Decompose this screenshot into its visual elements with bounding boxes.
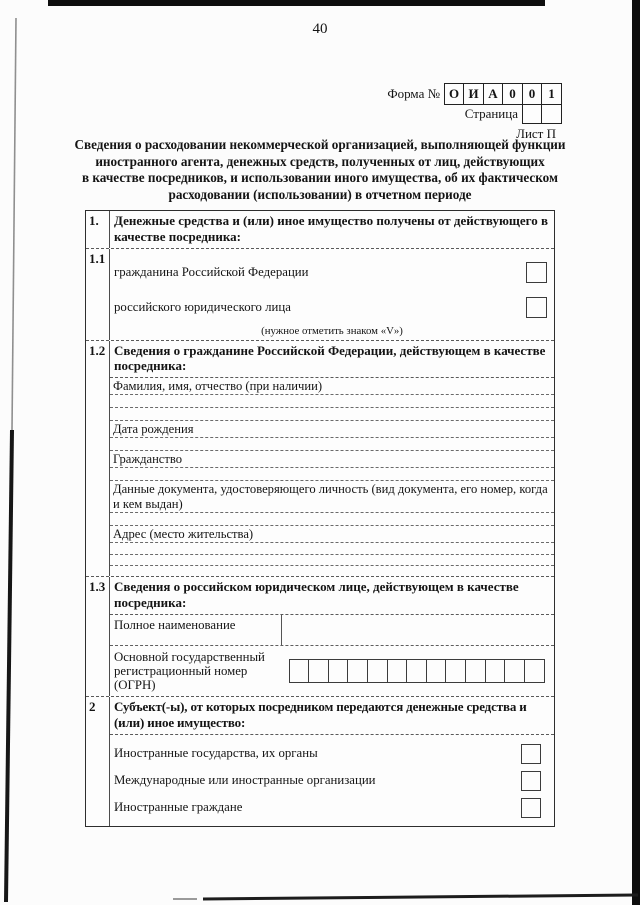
foreign-citizens-checkbox: [521, 798, 541, 818]
field-id-doc-label: Данные документа, удостоверяющего личность (вид документа, его номер, когда и кем выдан): [110, 481, 554, 513]
option-legal-label: российского юридического лица: [114, 300, 291, 315]
ogrn-digit-boxes: [290, 659, 545, 683]
mark-note: (нужное отметить знаком «V»): [261, 324, 403, 337]
write-in-line: [110, 566, 554, 576]
page-number-box: [522, 104, 543, 124]
section-1-2-header: Сведения о гражданине Российской Федерации, действующем в качестве посредника:: [110, 341, 554, 379]
section-1-2-row: [86, 341, 554, 578]
full-name-row: [110, 615, 554, 646]
section-1-1-row: [86, 249, 554, 341]
field-address-label: Адрес (место жительства): [110, 526, 554, 543]
section-number: 1.2: [86, 341, 110, 577]
scan-edge-left-bottom: [6, 430, 12, 902]
ogrn-digit-box: [308, 659, 329, 683]
write-in-line: [110, 513, 554, 526]
sheet-label: Лист П: [516, 126, 556, 141]
page-number: 40: [312, 21, 328, 37]
form-table: [85, 210, 555, 827]
form-code-box: 0: [522, 83, 543, 105]
write-in-line: [110, 543, 554, 555]
scan-edge-left-top: [12, 18, 16, 430]
section-number: 1.: [86, 211, 110, 248]
section-2-row: [86, 697, 554, 826]
form-code-box: 0: [502, 83, 523, 105]
write-in-line: [110, 468, 554, 481]
section-1-header: Денежные средства и (или) иное имущество получены от действующего в качестве посредника:: [114, 213, 548, 244]
scan-edge-top: [48, 0, 545, 6]
ogrn-digit-box: [328, 659, 349, 683]
option-legal-row: [110, 297, 554, 319]
option-foreign-citizens-row: [110, 798, 554, 818]
ogrn-digit-box: [406, 659, 427, 683]
full-name-value-cell: [282, 615, 554, 645]
form-code-box: О: [444, 83, 465, 105]
section-number: 1.1: [86, 249, 110, 340]
ogrn-digit-box: [367, 659, 388, 683]
title-line: расходовании (использовании) в отчетном периоде: [168, 186, 472, 202]
section-number: 1.3: [86, 577, 110, 696]
ogrn-digit-box: [426, 659, 447, 683]
section-2-options: [110, 744, 554, 826]
page-number-box: [541, 104, 562, 124]
ogrn-digit-box: [465, 659, 486, 683]
section-1-row: [86, 211, 554, 249]
write-in-line: [110, 408, 554, 421]
option-foreign-orgs-row: [110, 771, 554, 791]
section-number: 2: [86, 697, 110, 826]
ogrn-digit-box: [485, 659, 506, 683]
write-in-line: [110, 438, 554, 451]
ogrn-digit-box: [524, 659, 545, 683]
option-foreign-states-label: Иностранные государства, их органы: [114, 746, 318, 761]
option-foreign-citizens-label: Иностранные граждане: [114, 800, 243, 815]
field-citizenship-label: Гражданство: [110, 451, 554, 468]
option-citizen-row: [110, 262, 554, 284]
citizen-checkbox: [526, 262, 547, 283]
form-code-block: [387, 83, 562, 142]
foreign-orgs-checkbox: [521, 771, 541, 791]
ogrn-digit-box: [347, 659, 368, 683]
page-box-row: [465, 104, 562, 124]
title-line: в качестве посредников, и использовании иного имущества, об их фактическом: [81, 170, 559, 186]
field-fio-label: Фамилия, имя, отчество (при наличии): [110, 378, 554, 395]
scan-edge-bottom: [203, 895, 638, 899]
option-foreign-states-row: [110, 744, 554, 764]
form-code-box: А: [483, 83, 504, 105]
legal-entity-checkbox: [526, 297, 547, 318]
ogrn-row: [110, 646, 554, 697]
form-code-box: 1: [541, 83, 562, 105]
foreign-states-checkbox: [521, 744, 541, 764]
field-birthdate-label: Дата рождения: [110, 421, 554, 438]
scan-edge-right: [632, 0, 640, 905]
ogrn-digit-box: [289, 659, 310, 683]
write-in-line: [110, 555, 554, 566]
section-1-3-header: Сведения о российском юридическом лице, действующем в качестве посредника:: [110, 577, 554, 615]
form-number-label: Форма №: [387, 86, 440, 101]
document-title: [30, 137, 610, 203]
full-name-label: Полное наименование: [110, 615, 282, 645]
section-1-3-row: [86, 577, 554, 697]
form-code-box: И: [463, 83, 484, 105]
page-box-label: Страница: [464, 106, 518, 121]
ogrn-digit-box: [387, 659, 408, 683]
form-number-row: [387, 83, 562, 105]
title-line: Сведения о расходовании некоммерческой организацией, выполняющей функции: [74, 137, 566, 152]
ogrn-label: Основной государственный регистрационный номер (ОГРН): [114, 649, 265, 693]
option-foreign-orgs-label: Международные или иностранные организации: [114, 773, 376, 788]
title-line: иностранного агента, денежных средств, полученных от лиц, действующих: [95, 153, 545, 169]
option-citizen-label: гражданина Российской Федерации: [114, 265, 309, 280]
section-2-header: Субъект(-ы), от которых посредником передаются денежные средства и (или) иное имущество:: [110, 697, 554, 735]
write-in-line: [110, 395, 554, 408]
ogrn-digit-box: [445, 659, 466, 683]
ogrn-digit-box: [504, 659, 525, 683]
